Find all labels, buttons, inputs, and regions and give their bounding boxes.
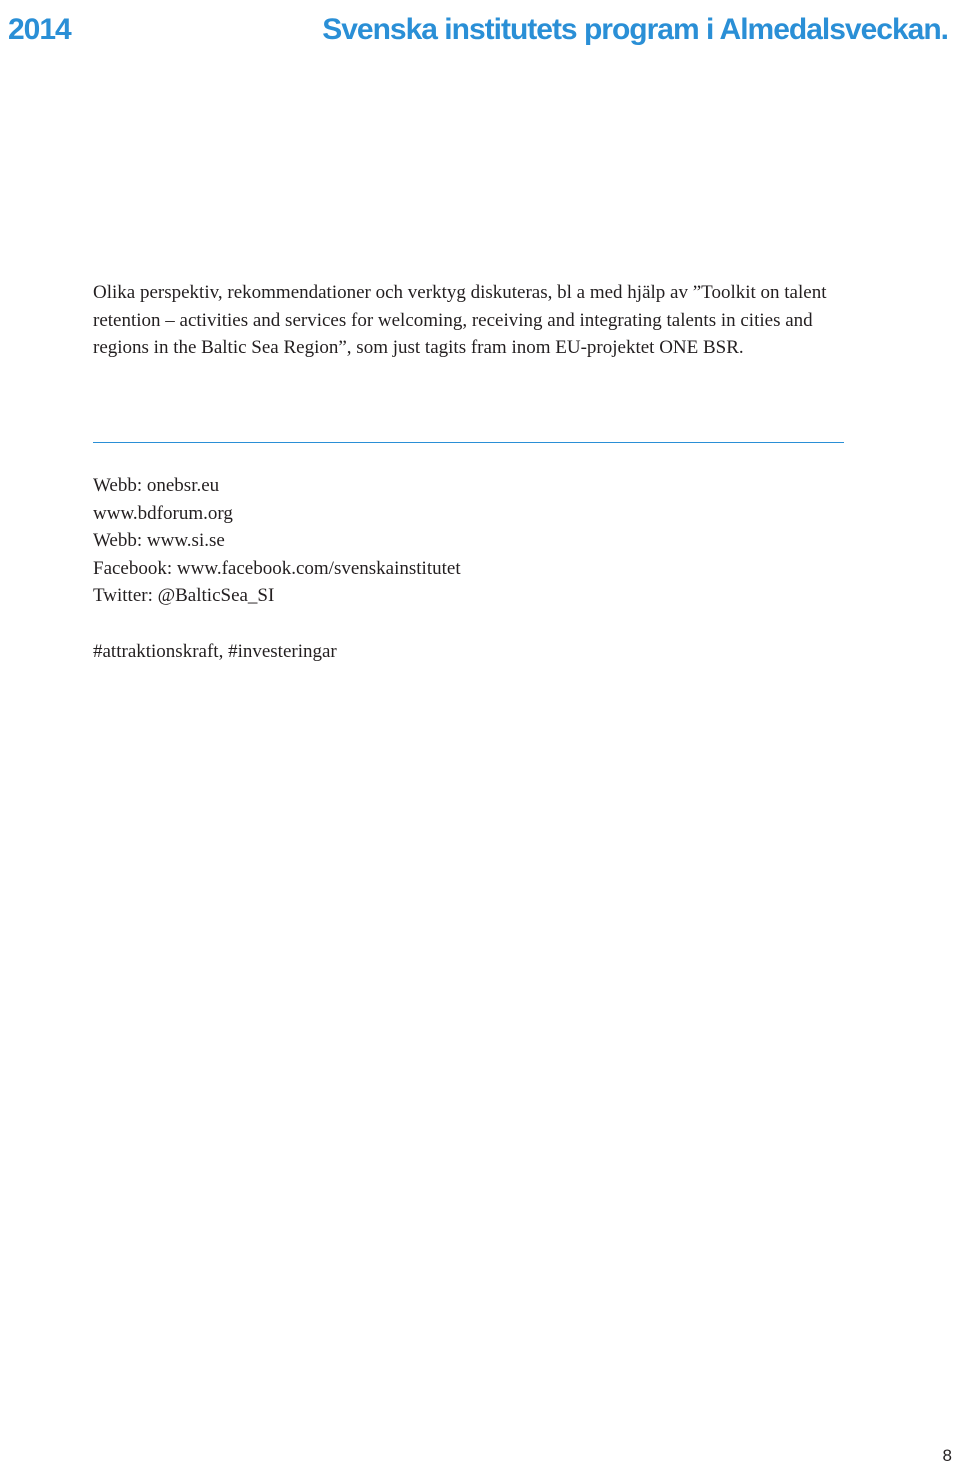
- page-number: 8: [942, 1446, 952, 1465]
- links-list: [93, 472, 461, 610]
- body-paragraph-container: [93, 279, 853, 362]
- link-facebook[interactable]: Facebook: www.facebook.com/svenskainstitutet: [93, 557, 461, 579]
- link-si[interactable]: Webb: www.si.se: [93, 530, 225, 551]
- link-onebsr[interactable]: Webb: onebsr.eu: [93, 475, 220, 496]
- link-bdforum[interactable]: www.bdforum.org: [93, 502, 233, 524]
- header-year: 2014: [8, 13, 71, 46]
- hashtags: #attraktionskraft, #investeringar: [93, 641, 337, 662]
- section-divider: [93, 442, 844, 443]
- body-paragraph: Olika perspektiv, rekommendationer och verktyg diskuteras, bl a med hjälp av ”Toolkit on talent retention – activities and services for welcoming, receiving and integrating talents in cities and regions in the Baltic Sea Region”, som just tagits fram inom EU-projektet ONE BSR.: [93, 282, 827, 358]
- header-title: Svenska institutets program i Almedalsveckan.: [322, 13, 948, 46]
- link-twitter[interactable]: Twitter: @BalticSea_SI: [93, 585, 275, 606]
